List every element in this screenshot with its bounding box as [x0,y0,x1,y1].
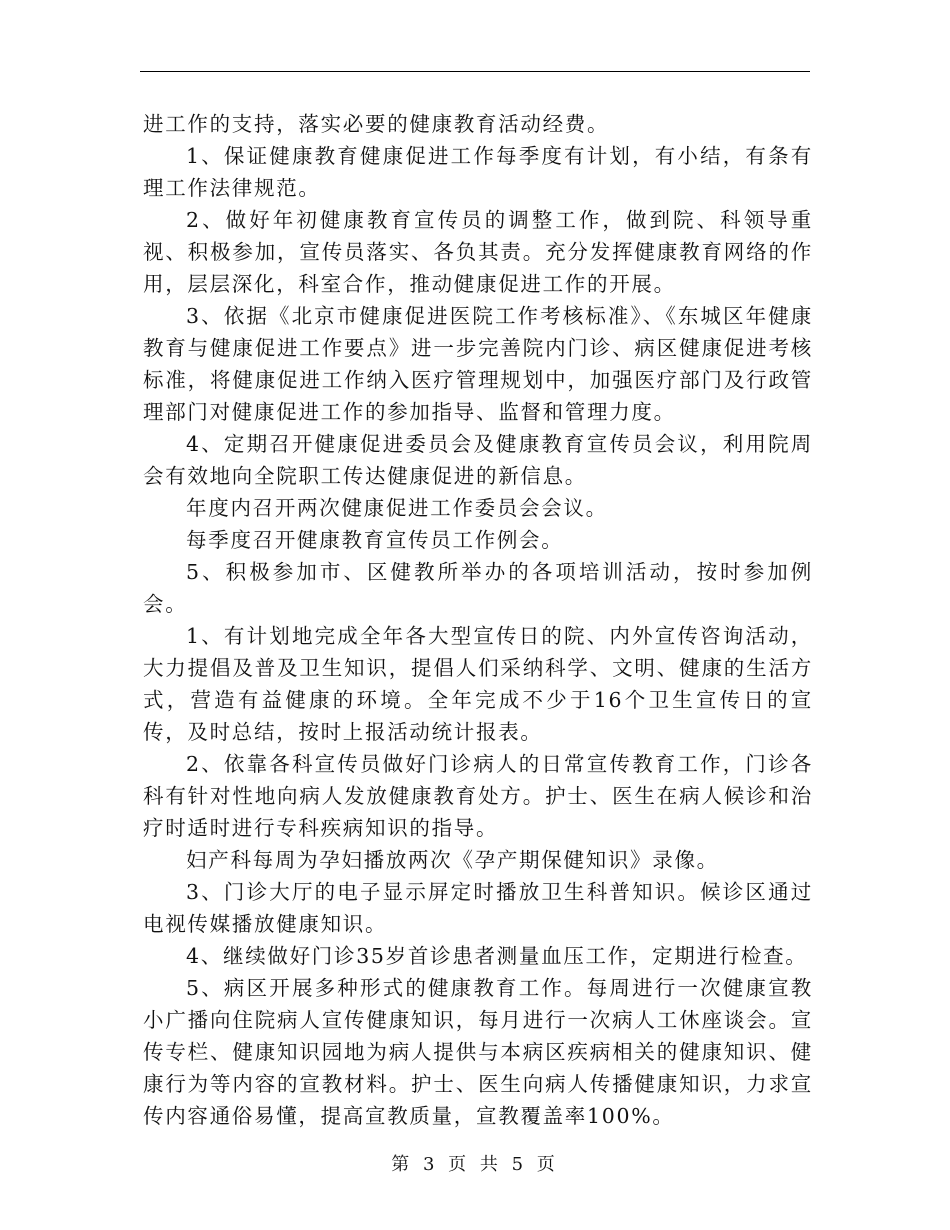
paragraph-item-2-outpatient: 2、依靠各科宣传员做好门诊病人的日常宣传教育工作，门诊各科有针对性地向病人发放健康教育处方。护士、医生在病人候诊和治疗时适时进行专科疾病知识的指导。 [143,752,813,840]
page-number-footer: 第 3 页 共 5 页 [391,1154,559,1175]
paragraph-obstetrics-video: 妇产科每周为孕妇播放两次《孕产期保健知识》录像。 [186,848,719,872]
paragraph-item-3-display: 3、门诊大厅的电子显示屏定时播放卫生科普知识。候诊区通过电视传媒播放健康知识。 [143,880,813,936]
paragraph-item-4-blood-pressure: 4、继续做好门诊35岁首诊患者测量血压工作，定期进行检查。 [186,944,808,968]
document-body [143,108,813,1132]
paragraph-item-3-standards: 3、依据《北京市健康促进医院工作考核标准》、《东城区年健康教育与健康促进工作要点》进一步完善院内门诊、病区健康促进考核标准，将健康促进工作纳入医疗管理规划中，加强医疗部门及行政管理部门对健康促进工作的参加指导、监督和管理力度。 [143,304,813,424]
paragraph-item-2-staff: 2、做好年初健康教育宣传员的调整工作，做到院、科领导重视、积极参加，宣传员落实、各负其责。充分发挥健康教育网络的作用，层层深化，科室合作，推动健康促进工作的开展。 [143,208,813,296]
paragraph-item-1-plan: 1、保证健康教育健康促进工作每季度有计划，有小结，有条有理工作法律规范。 [143,144,813,200]
header-rule [140,71,810,72]
paragraph-committee-meetings: 年度内召开两次健康促进工作委员会会议。 [186,496,608,520]
paragraph-item-4-meetings: 4、定期召开健康促进委员会及健康教育宣传员会议，利用院周会有效地向全院职工传达健康促进的新信息。 [143,432,813,488]
paragraph-item-5-training: 5、积极参加市、区健教所举办的各项培训活动，按时参加例会。 [143,560,813,616]
paragraph-quarterly-meetings: 每季度召开健康教育宣传员工作例会。 [186,528,564,552]
paragraph-item-1-campaigns: 1、有计划地完成全年各大型宣传日的院、内外宣传咨询活动，大力提倡及普及卫生知识，提倡人们采纳科学、文明、健康的生活方式，营造有益健康的环境。全年完成不少于16个卫生宣传日的宣传，及时总结，按时上报活动统计报表。 [143,624,813,744]
paragraph-item-5-ward-education: 5、病区开展多种形式的健康教育工作。每周进行一次健康宣教小广播向住院病人宣传健康知识，每月进行一次病人工休座谈会。宣传专栏、健康知识园地为病人提供与本病区疾病相关的健康知识、健康行为等内容的宣教材料。护士、医生向病人传播健康知识，力求宣传内容通俗易懂，提高宣教质量，宣教覆盖率100%。 [143,976,813,1128]
paragraph-continuation: 进工作的支持，落实必要的健康教育活动经费。 [143,112,610,136]
